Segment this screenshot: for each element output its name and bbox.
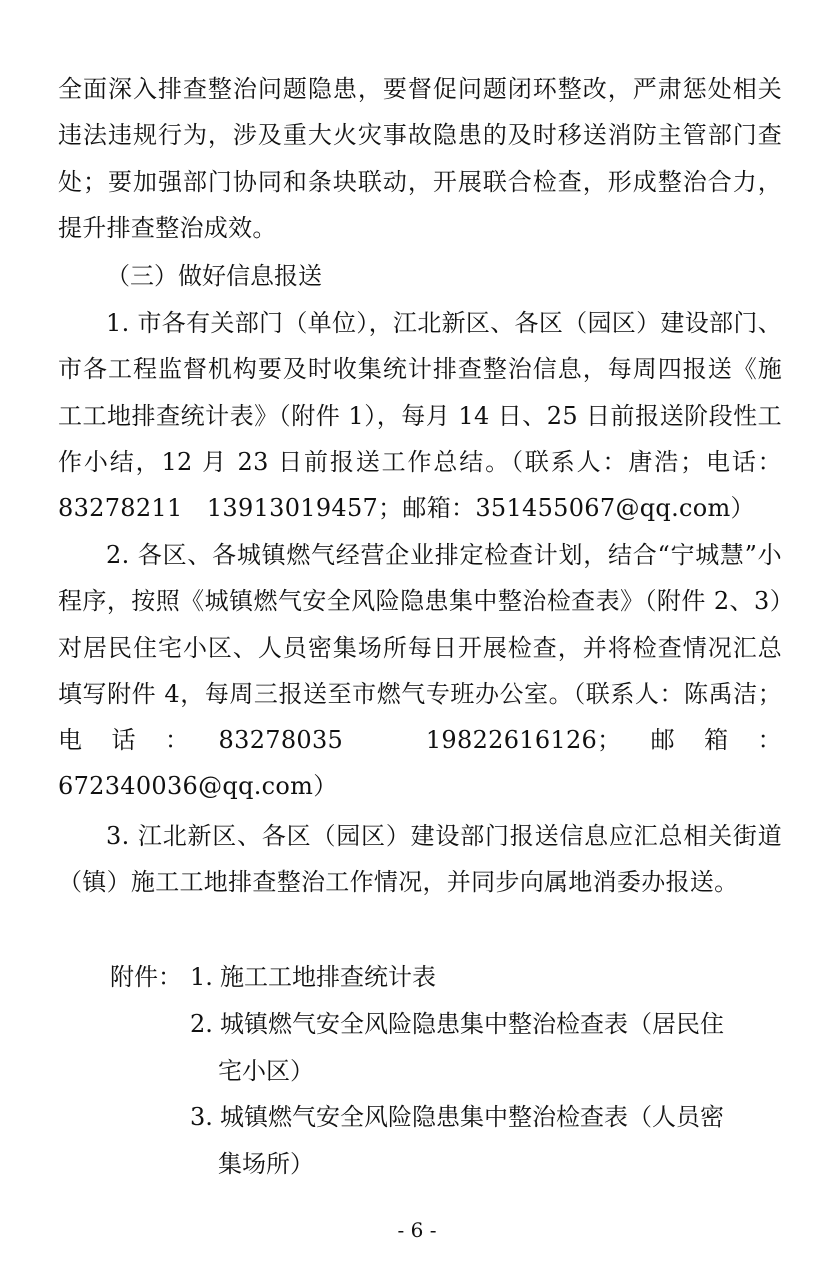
attachment-title-continuation: 宅小区）	[218, 1056, 314, 1085]
paragraph-item-1: 1. 市各有关部门（单位），江北新区、各区（园区）建设部门、市各工程监督机构要及时收集统计排查整治信息，每周四报送《施工工地排查统计表》（附件 1），每月 14 日、25 日前报送阶段性工作小结，12 月 23 日前报送工作总结。（联系人：唐浩；电话：83278211 13913019457；邮箱：351455067@qq.com）	[58, 309, 782, 523]
attachment-number: 3.	[190, 1103, 213, 1131]
attachment-item-2	[190, 1001, 784, 1094]
attachment-item-3	[190, 1094, 784, 1187]
attachments-label: 附件：	[110, 963, 182, 991]
paragraph-rectification: 全面深入排查整治问题隐患，要督促问题闭环整改，严肃惩处相关违法违规行为，涉及重大火灾事故隐患的及时移送消防主管部门查处；要加强部门协同和条块联动，开展联合检查，形成整治合力，提升排查整治成效。	[58, 75, 782, 242]
attachment-title: 城镇燃气安全风险隐患集中整治检查表（人员密	[220, 1103, 724, 1131]
section-heading-info-reporting: （三）做好信息报送	[106, 262, 322, 290]
attachment-number: 2.	[190, 1010, 213, 1038]
paragraph-item-2: 2. 各区、各城镇燃气经营企业排定检查计划，结合“宁城慧”小程序，按照《城镇燃气安全风险隐患集中整治检查表》（附件 2、3）对居民住宅小区、人员密集场所每日开展检查，并将检查情况汇总填写附件 4，每周三报送至市燃气专班办公室。（联系人：陈禹洁；电话：83278035 19822616126；邮箱：672340036@qq.com）	[58, 541, 782, 801]
paragraph-item-3: 3. 江北新区、各区（园区）建设部门报送信息应汇总相关街道（镇）施工工地排查整治工作情况，并同步向属地消委办报送。	[58, 822, 782, 897]
page-number: - 6 -	[397, 1218, 437, 1242]
attachment-title-continuation: 集场所）	[218, 1149, 314, 1178]
attachment-title: 施工工地排查统计表	[220, 963, 436, 991]
attachment-item-1	[190, 954, 784, 1001]
attachment-number: 1.	[190, 963, 213, 991]
attachment-title: 城镇燃气安全风险隐患集中整治检查表（居民住	[220, 1010, 724, 1038]
